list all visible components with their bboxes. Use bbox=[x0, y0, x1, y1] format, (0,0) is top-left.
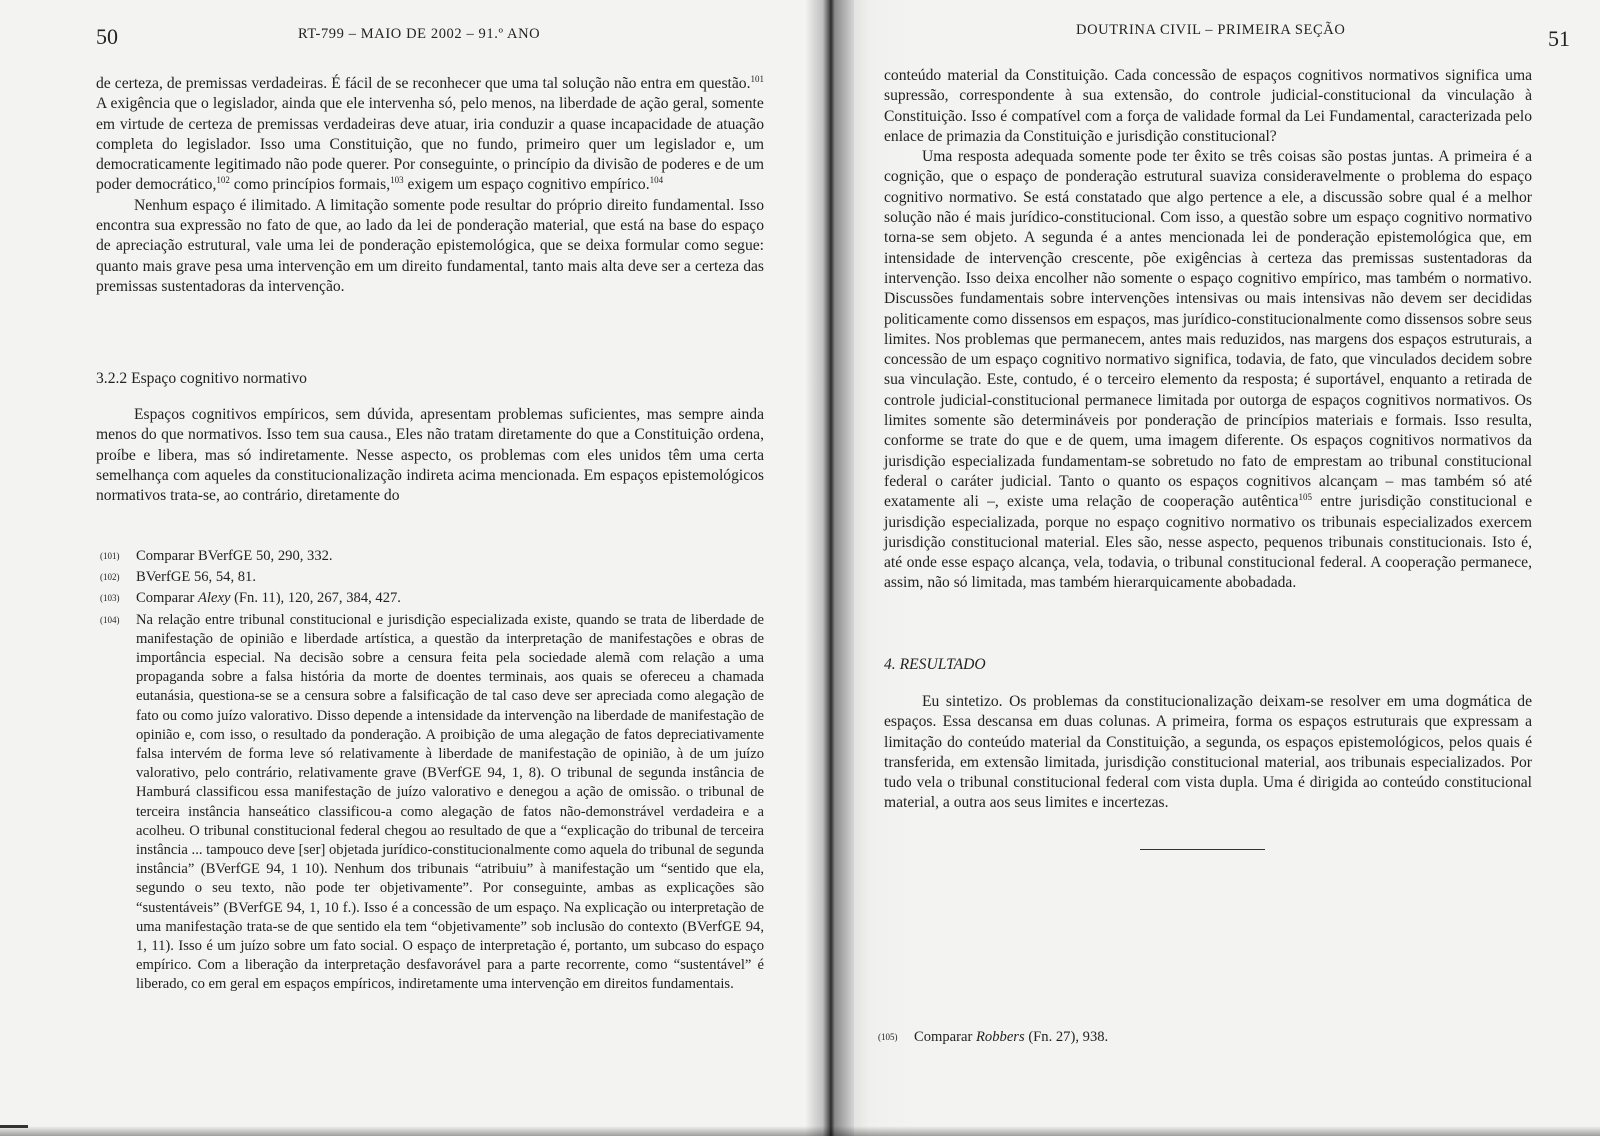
footnote-text: BVerfGE 56, 54, 81. bbox=[136, 569, 256, 586]
footnote-text: Na relação entre tribunal constitucional e jurisdição especializada existe, quando se trata de liberdade de manifestação de opinião e liberdade artística, a questão da interpretação de manifestações e obras de importância especial. Na decisão sobre a censura feita pela sociedade alemã com relação a uma propaganda sobre a falsa história da morte de doentes terminais, aos quais se ofereceu a chamada eutanásia, questiona-se se a censura sobre a falsificação de tal caso deve ser apreciada como alegação de fato ou como juízo valorativo. Disso depende a intensidade da intervenção na liberdade de manifestação de opinião e, com isso, o resultado da ponderação. A proibição de uma alegação de fatos depreciativamente falsa intervém de forma leve só relativamente à liberdade de manifestação de opinião, à de um juízo valorativo, pelo contrário, relativamente grave (BVerfGE 94, 1, 8). O tribunal de segunda instância de Hamburá classificou essa manifestação de juízo valorativo e denegou a ação de omissão. o tribunal de terceira instância hanseático classificou-a como alegação de fatos não-demonstrável verdadeira e a acolheu. O tribunal constitucional federal chegou ao resultado de que a “explicação do tribunal de terceira instância ... tampouco deve [ser] objetada jurídico-constitucionalmente como aquela do tribunal de segunda instância” (BVerfGE 94, 1 10). Nenhum dos tribunais “atribuiu” à manifestação um “sentido que ela, segundo o seu texto, não pode ter objetivamente”. Por conseguinte, ambas as explicações são “sustentáveis” (BVerfGE 94, 1, 10 f.). Isso é a concessão de um espaço. Na explicação ou interpretação de uma manifestação trata-se de que sentido ela tem “objetivamente” sob inclusão do contexto (BVerfGE 94, 1, 11). Isso é um juízo sobre um fato social. O espaço de interpretação é, portanto, um subcaso do espaço empírico. Com a liberação da interpretação desfavorável para a parte recorrente, como “sustentável” é liberado, co em geral em espaços empíricos, indiretamente uma intervenção em direitos fundamentais. bbox=[136, 611, 764, 993]
footnote-103 bbox=[96, 589, 764, 608]
paragraph: conteúdo material da Constituição. Cada concessão de espaços cognitivos normativos significa uma supressão, correspondente à sua extensão, do controle judicial-constitucional da vinculação à Constituição. Isso é compatível com a força de validade formal da Lei Fundamental, caracterizada pelo enlace de primazia da Constituição e jurisdição constitucional? bbox=[884, 67, 1532, 145]
footnote-ref-103: 103 bbox=[390, 175, 404, 186]
paragraph-part: exigem um espaço cognitivo empírico. bbox=[403, 176, 650, 194]
paragraph bbox=[884, 147, 1532, 594]
paragraph-part: Nenhum espaço é ilimitado. A limitação somente pode resultar do próprio direito fundamental. Isso encontra sua expressão no fato de que, ao lado da lei de ponderação material, que está na base do espaço de apreciação estrutural, vale uma lei de ponderação epistemológica, que se deixa formular como segue: quanto mais grave pesa uma intervenção em um direito fundamental, tanto mais alta deve ser a certeza das premissas sustentadoras da intervenção. bbox=[96, 196, 764, 295]
footnote-104 bbox=[96, 611, 764, 995]
paragraph-part: entre jurisdição constitucional e jurisdição especializada, porque no espaço cognitivo normativo os tribunais especializados exercem jurisdição constitucional material. Eles são, nesse aspecto, pequenos tribunais constitucionais. Isto é, até onde esse espaço alcança, vela, todavia, o tribunal constitucional federal. A cooperação permanece, assim, não só limitada, mas também hierarquicamente abobadada. bbox=[884, 493, 1532, 592]
paragraph bbox=[96, 196, 764, 297]
footnote-101 bbox=[96, 547, 764, 566]
running-head-left: RT-799 – MAIO DE 2002 – 91.º ANO bbox=[298, 26, 541, 42]
section-body bbox=[96, 405, 764, 506]
footnote-ref-105: 105 bbox=[1298, 492, 1312, 503]
footnote-text: Comparar BVerfGE 50, 290, 332. bbox=[136, 548, 333, 564]
footnote-text-post: (Fn. 27), 938. bbox=[1024, 1029, 1109, 1045]
scan-corner-mark bbox=[0, 1125, 28, 1128]
footnote-mark: (102) bbox=[100, 572, 120, 583]
footnote-ref-101: 101 bbox=[750, 73, 764, 84]
footnote-text-pre: Comparar bbox=[914, 1029, 977, 1045]
right-body bbox=[884, 66, 1532, 594]
footnote-mark: (103) bbox=[100, 593, 120, 604]
footnotes-left bbox=[96, 547, 764, 997]
paragraph-part: como princípios formais, bbox=[229, 176, 391, 194]
footnote-author: Robbers bbox=[976, 1029, 1025, 1045]
footnote-mark: (105) bbox=[878, 1032, 898, 1042]
paragraph-part: de certeza, de premissas verdadeiras. É fácil de se reconhecer que uma tal solução não entra em questão. bbox=[96, 75, 751, 92]
page-number-right: 51 bbox=[1548, 26, 1570, 51]
paragraph: Espaços cognitivos empíricos, sem dúvida, apresentam problemas suficientes, mas sempre ainda menos do que normativos. Isso tem sua causa., Eles não tratam diretamente do que a Constituição ordena, proíbe e libera, mas só indiretamente. Nesse aspecto, os problemas com eles unidos têm uma certa semelhança com aqueles da constitucionalização indireta acima mencionada. Em espaços epistemológicos normativos trata-se, ao contrário, diretamente do bbox=[96, 406, 764, 505]
paragraph-part: A exigência que o legislador, ainda que ele intervenha só, pelo menos, na liberdade de ação geral, somente em virtude de certeza de premissas verdadeiras deve atuar, iria conduzir a quase incapacidade de atuação completa do legislador. Isso uma Constituição, que no fundo, primeiro quer um legislador e, um democraticamente legitimado não pode querer. Por conseguinte, o princípio da divisão de poderes e de um poder democrático, bbox=[96, 95, 764, 194]
page-bottom-shadow bbox=[0, 1126, 1600, 1136]
footnote-ref-102: 102 bbox=[216, 175, 230, 186]
footnote-text-post: (Fn. 11), 120, 267, 384, 427. bbox=[230, 590, 401, 607]
section-heading-322: 3.2.2 Espaço cognitivo normativo bbox=[96, 370, 307, 387]
section-heading-resultado: 4. RESULTADO bbox=[884, 656, 986, 673]
footnote-mark: (104) bbox=[100, 614, 120, 625]
result-body bbox=[884, 692, 1532, 814]
section-end-rule bbox=[1140, 849, 1265, 850]
footnote-mark: (101) bbox=[100, 551, 120, 561]
paragraph: Eu sintetizo. Os problemas da constitucionalização deixam-se resolver em uma dogmática de espaços. Essa descansa em duas colunas. A primeira, forma os espaços estruturais que expressam a limitação do conteúdo material da Constituição, a segunda, os espaços epistemológicos, pelos quais é transferida, em extensão limitada, jurisdição constitucional material, aos tribunais especializados. Por tudo vela o tribunal constitucional federal com vista dupla. Uma é dirigida ao conteúdo constitucional material, a outra aos seus limites e incertezas. bbox=[884, 693, 1532, 812]
right-page bbox=[830, 0, 1600, 1136]
footnote-text-pre: Comparar bbox=[136, 590, 199, 607]
page-number-left: 50 bbox=[96, 24, 118, 49]
paragraph-part: Uma resposta adequada somente pode ter êxito se três coisas são postas juntas. A primeira é a cognição, que o espaço de ponderação estrutural suaviza consideravelmente o problema do espaço cognitivo normativo. Se está constatado que algo pertence a ele, a discussão sobre qual é a melhor solução não é mais jurídico-constitucional. Com isso, a questão sobre um espaço cognitivo normativo torna-se sem objeto. A segunda é a antes mencionada lei de ponderação epistemológica que, em intensidade de intervenção crescente, põe exigências à certeza das premissas sustentadoras da intervenção. Isso deixa encolher não somente o espaço cognitivo empírico, mas também o normativo. Discussões fundamentais sobre intervenções intensivas ou mais intensivas não devem ser decididas politicamente como dissensos em espaços, mas jurídico-constitucionalmente como dissensos sobre seus limites. Nos problemas que permanecem, antes mais reduzidos, nas margens dos espaços estruturais, a concessão de um espaço cognitivo normativo significa, todavia, de fato, que vinculados decidem sobre sua vinculação. Este, contudo, é o terceiro elemento da resposta; é suportável, enquanto a retirada de controle judicial-constitucional permanece limitada por outorga de espaços cognitivos normativos. Os limites somente são determináveis por ponderação de princípios materiais e formais. Isso resulta, conforme se trate do que e de quem, uma imagem diferente. Os espaços cognitivos normativos da jurisdição especializada fundamentam-se sobretudo no fato de emprestam ao tribunal constitucional federal o caráter judicial. Tanto o quanto os espaços cognitivos alcançam – mas também só até exatamente ali –, existe uma relação de cooperação autêntica bbox=[884, 148, 1532, 511]
paragraph bbox=[96, 74, 764, 196]
footnote-ref-104: 104 bbox=[649, 175, 664, 186]
footnotes-right bbox=[874, 1028, 1514, 1049]
running-head-right: DOUTRINA CIVIL – PRIMEIRA SEÇÃO bbox=[1076, 22, 1346, 38]
book-gutter bbox=[806, 0, 854, 1136]
footnote-author: Alexy bbox=[198, 590, 231, 607]
footnote-105 bbox=[874, 1028, 1514, 1047]
left-body bbox=[96, 74, 764, 297]
footnote-102 bbox=[96, 568, 764, 587]
